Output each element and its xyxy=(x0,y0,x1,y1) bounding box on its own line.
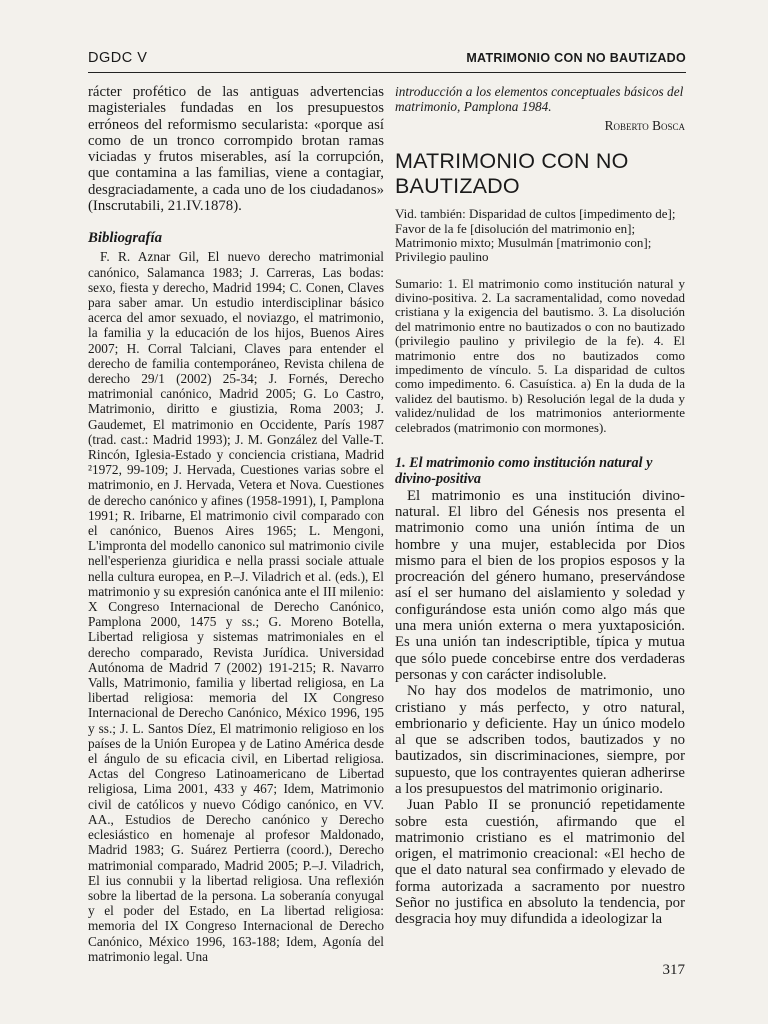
paragraph-2: No hay dos modelos de matrimonio, uno cristiano y más perfecto, y otro natural, embrionario y deficiente. Hay un único modelo al que se adscriben todos, bautizados y no bautizados, sin discriminaciones, siempre, por supuesto, que los contrayentes quieran adherirse a los presupuestos del matrimonio originario. xyxy=(395,683,685,797)
see-also-references: Vid. también: Disparidad de cultos [impedimento de]; Favor de la fe [disolución del matrimonio en]; Matrimonio mixto; Musulmán [matrimonio con]; Privilegio paulino xyxy=(395,206,676,265)
running-header xyxy=(88,50,686,73)
bibliografia-text: F. R. Aznar Gil, El nuevo derecho matrimonial canónico, Salamanca 1983; J. Carreras, Las bodas: sexo, fiesta y derecho, Madrid 1994; C. Conen, Claves para saber amar. Un estudio interdisciplinar básico acerca del amor sexuado, el noviazgo, el matrimonio, la familia y la educación de los hijos, Buenos Aires 2007; H. Corral Talciani, Claves para entender el derecho de familia contemporáneo, Revista chilena de derecho 29/1 (2002) 25-34; J. Fornés, Derecho matrimonial canónico, Madrid 2005; G. Lo Castro, Matrimonio, diritto e giustizia, Roma 2003; J. Gaudemet, El matrimonio en Occidente, París 1987 (trad. cast.: Madrid 1993); J. M. González del Valle-T. Rincón, Iglesia-Estado y conciencia cristiana, Madrid ²1972, 99-109; J. Hervada, Cuestiones varias sobre el matrimonio, en J. Hervada, Vetera et Nova. Cuestiones de derecho canónico y afines (1958-1991), I, Pamplona 1991; R. Iribarne, El matrimonio civil comparado con el canónico, Buenos Aires 1965; L. Mengoni, L'impronta del modello canonico sul matrimonio civile nell'esperienza giuridica e nella prassi sociale attuale nella cultura europea, en P.–J. Viladrich et al. (eds.), El matrimonio y su expresión canónica ante el III milenio: X Congreso Internacional de Derecho Canónico, Pamplona 2000, 1475 y ss.; G. Moreno Botella, Libertad religiosa y sistemas matrimoniales en el derecho comparado, Revista Jurídica. Universidad Autónoma de Madrid 7 (2002) 191-215; R. Navarro Valls, Matrimonio, familia y libertad religiosa, en La libertad religiosa: memoria del IX Congreso Internacional de Derecho Canónico, México 1996, 195 y ss.; J. L. Santos Díez, El matrimonio religioso en los países de la Unión Europea y de Latino América desde el ángulo de su eficacia civil, en Libertad religiosa. Actas del Congreso Latinoamericano de Libertad religiosa, Lima 2001, 433 y 467; Idem, Matrimonio civil de católicos y nuevo Código canónico, en VV. AA., Estudios de Derecho canónico y Derecho eclesiástico en homenaje al profesor Maldonado, Madrid 1983; G. Suárez Pertierra (coord.), Derecho matrimonial comparado, Madrid 2005; P.–J. Viladrich, El ius connubii y la libertad religiosa. Una reflexión sobre la libertad de la persona. La soberanía conyugal y el poder del Estado, en La libertad religiosa: memoria del IX Congreso Internacional de Derecho Canónico, México 1996, 163-188; Idem, Agonía del matrimonio legal. Una xyxy=(88,249,384,964)
intro-paragraph: rácter profético de las antiguas advertencias magisteriales fundadas en los presupuestos erróneos del reformismo secularista: «porque así como de un tronco corrompido brotan ramas viciadas y frutos miserables, así la corrupción, que contamina a las familias, viene a contagiar, desgraciadamente, a cada uno de los ciudadanos» (Inscrutabili, 21.IV.1878). xyxy=(88,84,384,215)
article-title: MATRIMONIO CON NO BAUTIZADO xyxy=(395,149,629,199)
paragraph-3: Juan Pablo II se pronunció repetidamente sobre esta cuestión, afirmando que el matrimonio cristiano es el matrimonio del origen, el matrimonio creacional: «El hecho de que el dato natural sea confirmado y elevado de forma autorizada a sacramento por nuestro Señor no justifica en absoluto la tendencia, por desgracia hoy muy difundida a ideologizar la xyxy=(395,797,685,928)
page-number: 317 xyxy=(662,962,685,978)
left-column xyxy=(88,84,384,964)
paragraph-1: El matrimonio es una institución divino-natural. El libro del Génesis nos presenta el matrimonio como una unión íntima de un hombre y una mujer, establecida por Dios mismo para el bien de los propios esposos y la procreación del género humano, preservándose así el ser humano del aislamiento y soledad y configurándose esta unión como algo más que una mera unión externa o mera yuxtaposición. Es una unión tan indescriptible, típica y mutua que sólo puede concebirse entre dos verdaderas personas y con carácter indisoluble. xyxy=(395,487,685,683)
bibliografia-heading: Bibliografía xyxy=(88,230,162,247)
bibliography-continuation: introducción a los elementos conceptuales básicos del matrimonio, Pamplona 1984. xyxy=(395,84,684,115)
summary: Sumario: 1. El matrimonio como institución natural y divino-positiva. 2. La sacramentalidad, como novedad cristiana y la exigencia del bautismo. 3. La disolución del matrimonio entre no bautizados o con no bautizado (privilegio paulino y privilegio de la fe). 4. El matrimonio entre dos no bautizados como impedimento de vínculo. 5. La disparidad de cultos como impedimento. 6. Casuística. a) En la duda de la validez del bautismo. b) Resolución legal de la duda y validez/nulidad de los matrimonios anteriormente celebrados (matrimonio con mormones). xyxy=(395,275,685,435)
header-volume: DGDC V xyxy=(88,50,148,66)
section-1-title: 1. El matrimonio como institución natural y divino-positiva xyxy=(395,455,653,488)
right-column xyxy=(395,84,685,928)
author-signature: Roberto Bosca xyxy=(604,118,685,134)
header-entry-title: MATRIMONIO CON NO BAUTIZADO xyxy=(466,51,686,65)
